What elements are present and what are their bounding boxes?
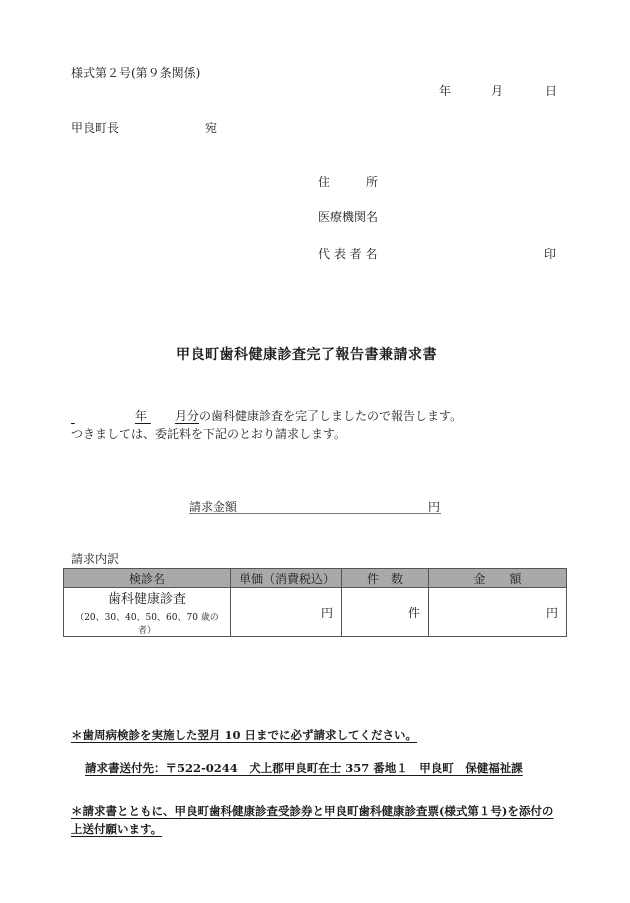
breakdown-table (63, 568, 567, 637)
report-line-1-rest: の歯科健康診査を完了しましたので報告します。 (199, 409, 463, 423)
amount-suffix: 円 (545, 605, 558, 620)
unit-price-suffix: 円 (320, 605, 333, 620)
cell-unit-price[interactable] (231, 588, 342, 637)
deadline-note: ＊歯周病検診を実施した翌月 10 日までに必ず請求してください。 (71, 728, 418, 742)
header-count: 件 数 (342, 569, 429, 588)
year-blank-label: 年 (135, 409, 148, 423)
header-unit-price: 単価（消費税込） (231, 569, 342, 588)
claim-amount-unit: 円 (428, 500, 441, 514)
addressee: 甲良町長 (71, 121, 120, 135)
seal-mark: 印 (544, 247, 557, 261)
addressee-suffix: 宛 (205, 121, 218, 135)
date-year-label: 年 (439, 84, 452, 98)
send-to-note: 請求書送付先：〒522-0244 犬上郡甲良町在士 357 番地１ 甲良町 保健福祉課 (85, 761, 523, 775)
table-row (64, 588, 567, 637)
document-title: 甲良町歯科健康診査完了報告書兼請求書 (176, 347, 437, 363)
month-blank (147, 409, 175, 423)
count-suffix: 件 (407, 605, 420, 620)
representative-label: 代 表 者 名 (318, 247, 378, 261)
year-blank (71, 409, 135, 423)
exam-name: 歯科健康診査 (107, 592, 186, 607)
claim-amount-label: 請求金額 (189, 500, 238, 514)
institution-label: 医療機関名 (318, 210, 379, 224)
exam-name-note: （20、30、40、50、60、70 歳の者） (75, 613, 219, 636)
address-label: 住 所 (318, 175, 379, 189)
header-exam-name: 検診名 (64, 569, 231, 588)
breakdown-caption: 請求内訳 (71, 552, 120, 566)
header-amount: 金 額 (429, 569, 567, 588)
attachment-note-line-1: ＊請求書とともに、甲良町歯科健康診査受診券と甲良町歯科健康診査票(様式第１号)を添付の (71, 804, 554, 818)
cell-exam-name (64, 588, 231, 637)
report-line-1 (71, 407, 462, 424)
date-month-label: 月 (491, 84, 504, 98)
cell-amount[interactable] (429, 588, 567, 637)
table-header-row (64, 569, 567, 588)
date-day-label: 日 (545, 84, 558, 98)
month-blank-label: 月分 (175, 409, 200, 423)
cell-count[interactable] (342, 588, 429, 637)
form-number: 様式第２号(第９条関係) (71, 66, 201, 80)
report-line-2: つきましては、委託料を下記のとおり請求します。 (71, 427, 347, 441)
attachment-note-line-2: 上送付願います。 (71, 822, 163, 836)
